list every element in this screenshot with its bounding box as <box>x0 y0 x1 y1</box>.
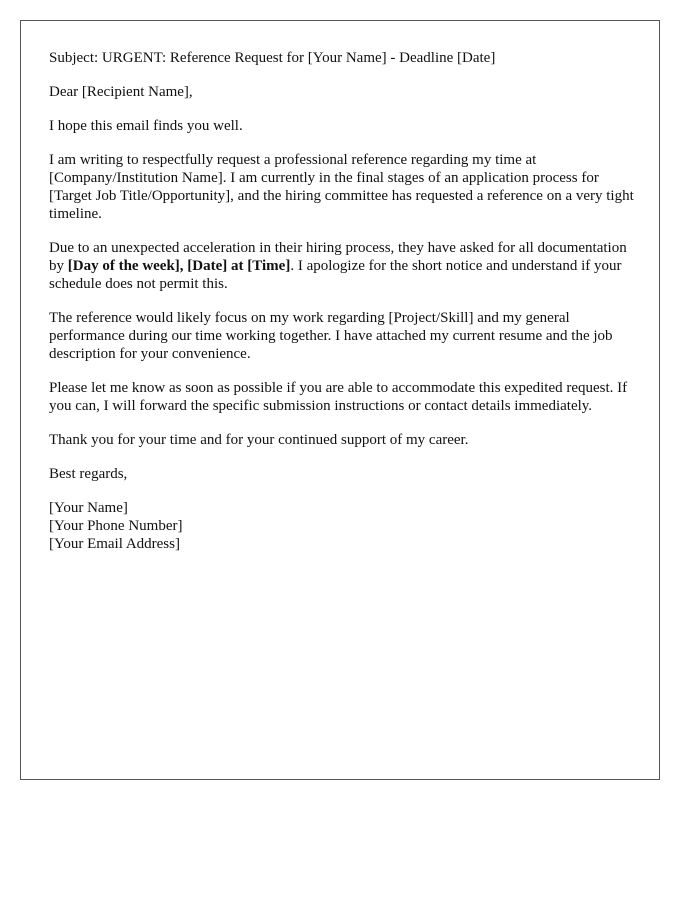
email-thanks: Thank you for your time and for your continued support of my career. <box>49 432 469 448</box>
deadline-text: [Day of the week], [Date] at [Time] <box>67 258 291 274</box>
email-closing: Best regards, <box>49 466 128 482</box>
letter-page <box>20 20 660 780</box>
email-paragraph-focus: The reference would likely focus on my work regarding [Project/Skill] and my general performance during our time working together. I have attached my current resume and the job description for your convenience. <box>49 310 613 362</box>
email-paragraph-request: I am writing to respectfully request a professional reference regarding my time at [Company/Institution Name]. I am currently in the final stages of an application process for [Target Job Title/Opportunity], and the hiring committee has requested a reference on a very tight timeline. <box>49 152 634 222</box>
email-opening: I hope this email finds you well. <box>49 118 243 134</box>
letter-body <box>49 49 639 569</box>
email-paragraph-deadline <box>49 239 639 293</box>
signature-name: [Your Name] <box>49 500 128 516</box>
signature-phone: [Your Phone Number] <box>49 518 183 534</box>
email-greeting: Dear [Recipient Name], <box>49 84 193 100</box>
email-subject: Subject: URGENT: Reference Request for [Your Name] - Deadline [Date] <box>49 50 496 66</box>
signature-block <box>49 499 639 553</box>
deadline-apology-text: . I apologize for the short notice and understand if your schedule does not permit this. <box>49 258 622 292</box>
deadline-intro-text: Due to an unexpected acceleration in their hiring process, they have asked for all documentation by <box>49 240 627 274</box>
email-paragraph-followup: Please let me know as soon as possible if you are able to accommodate this expedited request. If you can, I will forward the specific submission instructions or contact details immediately. <box>49 380 628 414</box>
signature-email: [Your Email Address] <box>49 536 180 552</box>
